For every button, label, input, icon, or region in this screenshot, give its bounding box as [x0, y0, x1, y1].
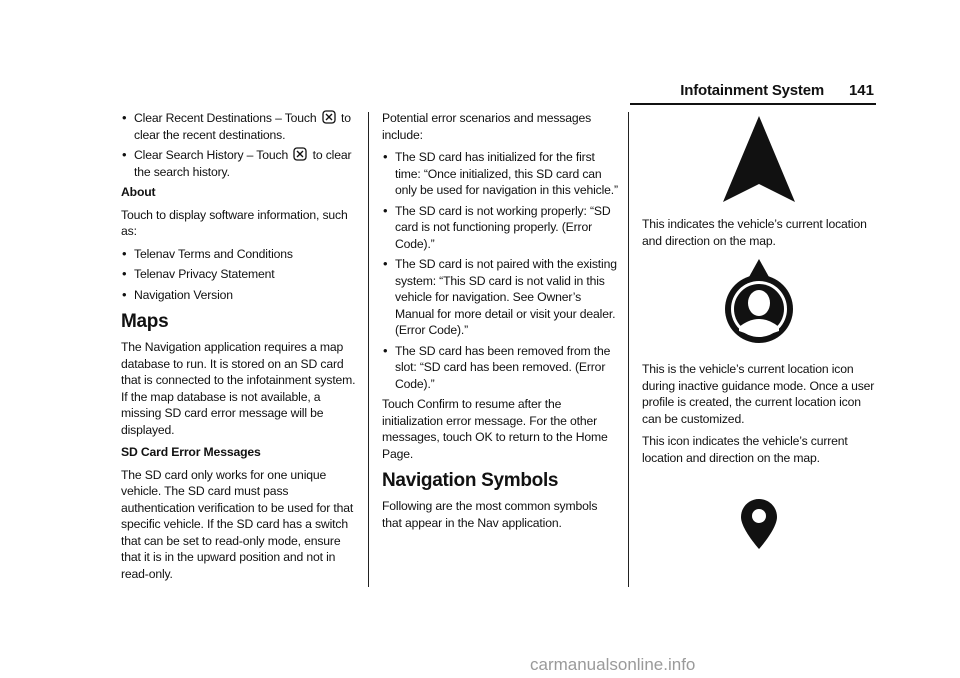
list-item: • Navigation Version — [121, 287, 359, 304]
about-heading: About — [121, 185, 156, 199]
x-box-icon — [322, 110, 336, 124]
list-item: • Telenav Privacy Statement — [121, 266, 359, 283]
header-rule — [630, 103, 876, 105]
list-item: • The SD card has initialized for the first time: “Once initialized, this SD card can only be used for navigation in this vehicle.” — [382, 149, 620, 199]
watermark: carmanualsonline.info — [530, 655, 696, 674]
user-location-icon — [723, 259, 795, 347]
header-title: Infotainment System — [680, 82, 824, 99]
about-text: Touch to display software information, such as: — [121, 207, 348, 238]
column-1 — [121, 110, 359, 588]
map-pin-icon — [740, 498, 778, 550]
list-item: • Clear Search History – Touch to clear the search history. — [121, 147, 359, 180]
navigation-arrow-icon — [719, 114, 799, 204]
symbol-text-1: This indicates the vehicle’s current location and direction on the map. — [642, 217, 867, 248]
sd-error-text: The SD card only works for one unique vehicle. The SD card must pass authentication verification to be used for that specific vehicle. If the SD card has a switch that can be set to read-only mode, ensure that it is in the upward position and not in read-only. — [121, 467, 354, 581]
list-item: • The SD card is not paired with the existing system: “This SD card is not valid in this vehicle for navigation. See Owner’s Manual for more detail or visit your dealer. (Error Code).” — [382, 256, 620, 339]
nav-symbols-heading: Navigation Symbols — [382, 470, 559, 491]
confirm-text: Touch Confirm to resume after the initialization error message. For the other messages, touch OK to return to the Home Page. — [382, 397, 608, 461]
symbol-text-3: This icon indicates the vehicle’s current location and direction on the map. — [642, 434, 848, 465]
x-box-icon — [293, 147, 307, 161]
error-intro: Potential error scenarios and messages include: — [382, 111, 592, 142]
column-3 — [642, 110, 876, 550]
maps-heading: Maps — [121, 311, 169, 332]
sd-error-heading: SD Card Error Messages — [121, 445, 261, 459]
list-item: • Clear Recent Destinations – Touch to clear the recent destinations. — [121, 110, 359, 143]
nav-symbols-text: Following are the most common symbols that appear in the Nav application. — [382, 499, 598, 530]
column-divider-2 — [628, 112, 629, 587]
list-item: • The SD card is not working properly: “SD card is not functioning properly. (Error Code).” — [382, 203, 620, 253]
maps-text: The Navigation application requires a map database to run. It is stored on an SD card that is connected to the infotainment system. If the map database is not available, a missing SD card error message will be displayed. — [121, 340, 356, 437]
column-2 — [382, 110, 620, 537]
column-divider-1 — [368, 112, 369, 587]
page-header — [630, 82, 876, 104]
page-number: 141 — [848, 82, 874, 99]
symbol-text-2: This is the vehicle’s current location icon during inactive guidance mode. Once a user profile is created, the current location icon can be customized. — [642, 362, 875, 426]
list-item: • The SD card has been removed from the slot: “SD card has been removed. (Error Code).” — [382, 343, 620, 393]
list-item: • Telenav Terms and Conditions — [121, 246, 359, 263]
